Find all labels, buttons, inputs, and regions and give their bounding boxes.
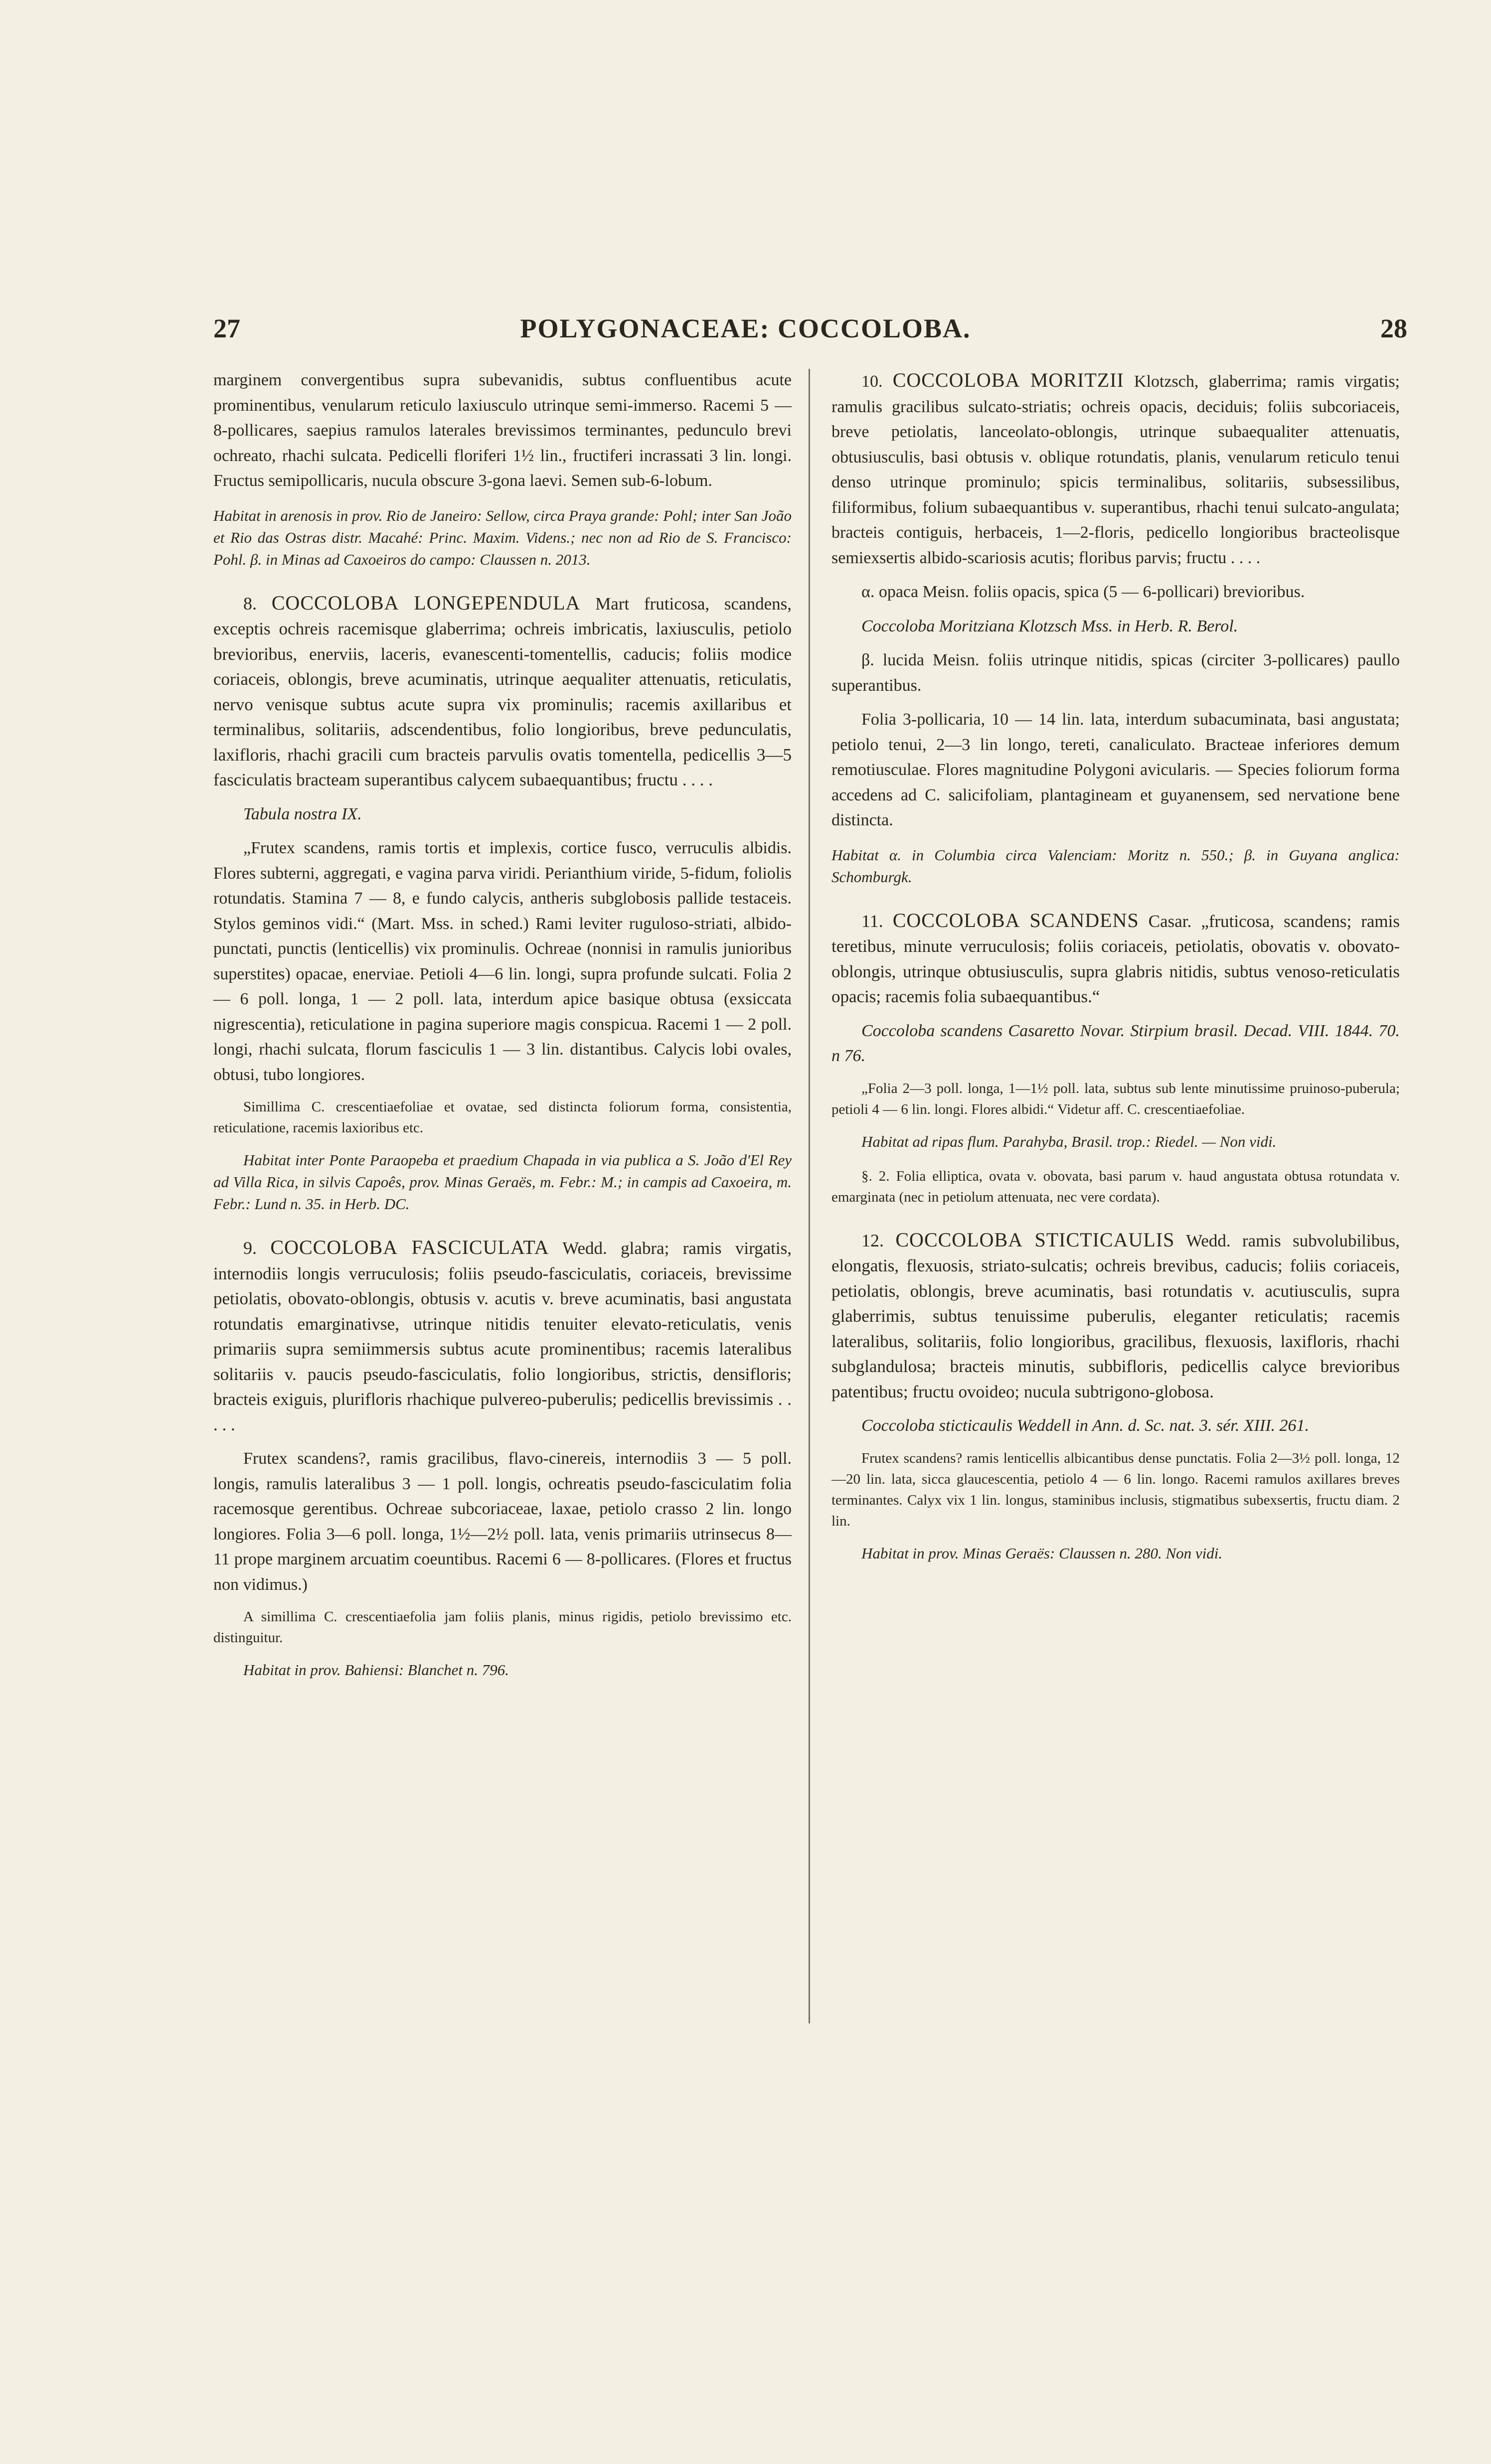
species-entry [213, 1235, 792, 1437]
species-diagnosis: Casar. „fruticosa, scandens; ramis teretibus, minute verruculosis; foliis coriaceis, petiolatis, obovatis v. obovato-oblongis, utrinque obtusiusculis, supra glabris nitidis, subtus venoso-reticulatis opacis; racemis folia subaequantibus.“ [831, 911, 1400, 1006]
species-description: Folia 3-pollicaria, 10 — 14 lin. lata, interdum subacuminata, basi angustata; petiolo tenui, 2—3 lin longo, tereti, canaliculato. Bracteae inferiores demum remotiusculae. Flores magnitudine Polygoni avicularis. — Species foliorum forma accedens ad C. salicifoliam, plantagineam et guyanensem, sed nervatione bene distincta. [831, 710, 1400, 829]
species-number: 10. [861, 372, 883, 391]
running-title: POLYGONACEAE: COCCOLOBA. [520, 313, 971, 343]
species-diagnosis: Wedd. glabra; ramis virgatis, internodiis longis verruculosis; foliis pseudo-fasciculatis, coriaceis, brevissime petiolatis, obovato-oblongis, obtusis v. acutis v. breve acuminatis, basi angustata rotundatis emarginativse, utrinque nitidis tenuiter elevato-reticulatis, venis primariis supra semiimmersis subtus acute prominentibus; racemis lateralibus solitariis v. paucis pseudo-fasciculatis, folio longioribus, strictis, densifloris; bracteis exiguis, plurifloris rhachique pulvereo-puberulis; pedicellis brevissimis . . . . . [213, 1238, 792, 1434]
page-number-right: 28 [1380, 313, 1407, 343]
species-name: COCCOLOBA MORITZII [892, 369, 1124, 391]
species-entry [831, 908, 1400, 1010]
species-note: A simillima C. crescentiaefolia jam foliis planis, minus rigidis, petiolo brevissimo etc. distinguitur. [213, 1609, 792, 1646]
species-description: Frutex scandens?, ramis gracilibus, flavo-cinereis, internodiis 3 — 5 poll. longis, ramulis lateralibus 3 — 1 poll. longis, ochreatis pseudo-fasciculatim folia racemosque gerentibus. Ochreae subcoriaceae, laxae, petiolo crasso 2 lin. longo longiores. Folia 3—6 poll. longa, 1½—2½ poll. lata, venis primariis utrinsecus 8—11 prope marginem arcuatim coeuntibus. Racemi 6 — 8-pollicares. (Flores et fructus non vidimus.) [213, 1449, 792, 1594]
paragraph: marginem convergentibus supra subevanidis, subtus confluentibus acute prominentibus, venularum reticulo laxiusculo utrinque semi-immerso. Racemi 5 — 8-pollicares, saepius ramulos laterales brevissimos terminantes, pedunculo brevi ochreato, rhachi sulcata. Pedicelli floriferi 1½ lin., fructiferi incrassati 3 lin. longi. Fructus semipollicaris, nucula obscure 3-gona laevi. Semen sub-6-lobum. [213, 371, 792, 490]
species-diagnosis: Wedd. ramis subvolubilibus, elongatis, flexuosis, striato-sulcatis; ochreis brevibus, caducis; foliis coriaceis, petiolatis, oblongis, breve acuminatis, basi rotundatis v. acutiusculis, supra glaberrimis, subtus tenuissime puberulis, eleganter reticulatis; racemis lateralibus, solitariis, folio longioribus, gracilibus, flexuosis, laxifloris, rhachi subglandulosa; bracteis minutis, subbifloris, pedicellis calyce brevioribus patentibus; fructu ovoideo; nucula subtrigono-globosa. [831, 1231, 1400, 1401]
species-diagnosis: Mart fruticosa, scandens, exceptis ochreis racemisque glaberrima; ochreis imbricatis, laxiusculis, petiolo brevioribus, enerviis, laceris, evanescenti-tomentellis, caducis; foliis modice coriaceis, oblongis, breve acuminatis, utrinque aequaliter attenuatis, reticulatis, nervo venisque subtus acute supra vix prominulis; racemis axillaribus et terminalibus, solitariis, adscendentibus, folio longioribus, breve pedunculatis, laxifloris, rhachi gracili cum bracteis parvulis ovatis tomentella, pedicellis 3—5 fasciculatis bracteam superantibus calycem subaequantibus; fructu . . . . [213, 594, 792, 789]
species-entry [213, 591, 792, 793]
page-number-left: 27 [213, 313, 240, 343]
synonym-reference: Coccoloba sticticaulis Weddell in Ann. d. Sc. nat. 3. sér. XIII. 261. [861, 1416, 1310, 1435]
species-number: 9. [243, 1238, 257, 1258]
habitat-note: Habitat ad ripas flum. Parahyba, Brasil. trop.: Riedel. — Non vidi. [861, 1132, 1277, 1150]
species-note: Simillima C. crescentiaefoliae et ovatae, sed distincta foliorum forma, consistentia, reticulatione, racemis laxioribus etc. [213, 1099, 792, 1136]
synonym-reference: Coccoloba Moritziana Klotzsch Mss. in Herb. R. Berol. [861, 616, 1238, 635]
species-number: 12. [861, 1230, 884, 1250]
species-description: „Folia 2—3 poll. longa, 1—1½ poll. lata, subtus sub lente minutissime pruinoso-puberula; petioli 4 — 6 lin. longi. Flores albidi.“ Videtur aff. C. crescentiaefoliae. [831, 1080, 1400, 1117]
column-divider [809, 369, 810, 2023]
habitat-note: Habitat inter Ponte Paraopeba et praedium Chapada in via publica a S. João d'El Rey ad Villa Rica, in silvis Capoês, prov. Minas Geraës, m. Febr.: M.; in campis ad Caxoeira, m. Febr.: Lund n. 35. in Herb. DC. [213, 1151, 792, 1213]
species-entry [831, 368, 1400, 571]
species-description: Frutex scandens? ramis lenticellis albicantibus dense punctatis. Folia 2—3½ poll. longa, 12—20 lin. lata, sicca glaucescentia, petiolo 4 — 6 lin. longo. Racemi ramulos axillares breves terminantes. Calyx vix 1 lin. longus, staminibus inclusis, stigmatibus subexsertis, fructu diam. 2 lin. [831, 1450, 1400, 1529]
right-column [831, 368, 1400, 1577]
left-column [213, 368, 792, 1694]
habitat-note: Habitat in arenosis in prov. Rio de Janeiro: Sellow, circa Praya grande: Pohl; inter San João et Rio das Ostras distr. Macahé: Princ. Maxim. Videns.; nec non ad Rio de S. Francisco: Pohl. β. in Minas ad Caxoeiros do campo: Claussen n. 2013. [213, 506, 792, 568]
species-number: 8. [243, 593, 257, 614]
species-number: 11. [861, 911, 883, 931]
species-name: COCCOLOBA LONGEPENDULA [271, 591, 581, 614]
plate-reference: Tabula nostra IX. [243, 804, 362, 823]
species-entry [831, 1228, 1400, 1405]
species-name: COCCOLOBA STICTICAULIS [895, 1228, 1175, 1251]
species-description: „Frutex scandens, ramis tortis et implexis, cortice fusco, verruculis albidis. Flores subterni, aggregati, e vagina parva viridi. Perianthium viride, 5-fidum, foliolis rotundatis. Stamina 7 — 8, e fundo calycis, antheris subglobosis pallide testaceis. Stylos geminos vidi.“ (Mart. Mss. in sched.) Rami leviter ruguloso-striati, albido-punctati, punctis (lenticellis) vix prominulis. Ochreae (nonnisi in ramulis junioribus superstites) opacae, enerviae. Petioli 4—6 lin. longi, supra profunde sulcati. Folia 2 — 6 poll. longa, 1 — 2 poll. lata, interdum apice basique obtusa (exsiccata nigrescentia), reticulatione in pagina superiore magis conspicua. Racemi 1 — 2 poll. longi, rhachi sulcata, florum fasciculis 1 — 3 lin. distantibus. Calycis lobi ovales, obtusi, tubo longiores. [213, 839, 792, 1084]
species-name: COCCOLOBA SCANDENS [892, 909, 1139, 931]
habitat-note: Habitat in prov. Minas Geraës: Claussen n. 280. Non vidi. [861, 1544, 1223, 1562]
synonym-reference: Coccoloba scandens Casaretto Novar. Stirpium brasil. Decad. VIII. 1844. 70. n 76. [831, 1021, 1400, 1065]
species-name: COCCOLOBA FASCICULATA [270, 1236, 549, 1258]
variety-beta: β. lucida Meisn. foliis utrinque nitidis, spicas (circiter 3-pollicares) paullo superantibus. [831, 651, 1400, 695]
variety-alpha: α. opaca Meisn. foliis opacis, spica (5 — 6-pollicari) brevioribus. [861, 583, 1305, 601]
species-diagnosis: Klotzsch, glaberrima; ramis virgatis; ramulis gracilibus sulcato-striatis; ochreis opacis, deciduis; foliis subcoriaceis, breve petiolatis, lanceolato-oblongis, utrinque subaequaliter attenuatis, obtusiusculis, basi obtusis v. oblique rotundatis, planis, venularum reticulo tenui denso utrinque prominulo; spicis terminalibus, solitariis, subsessilibus, filiformibus, folium subaequantibus v. superantibus, rhachi tenui sulcato-angulata; bracteis contiguis, herbaceis, 1—2-floris, pedicello longioribus bracteolisque semiexsertis albido-scariosis acutis; floribus parvis; fructu . . . . [831, 372, 1400, 567]
habitat-note: Habitat α. in Columbia circa Valenciam: Moritz n. 550.; β. in Guyana anglica: Schomburgk. [831, 846, 1400, 886]
section-heading: §. 2. Folia elliptica, ovata v. obovata, basi parum v. haud angustata obtusa rotundata v. emarginata (nec in petiolum attenuata, nec vere cordata). [831, 1168, 1400, 1205]
habitat-note: Habitat in prov. Bahiensi: Blanchet n. 796. [243, 1661, 509, 1679]
